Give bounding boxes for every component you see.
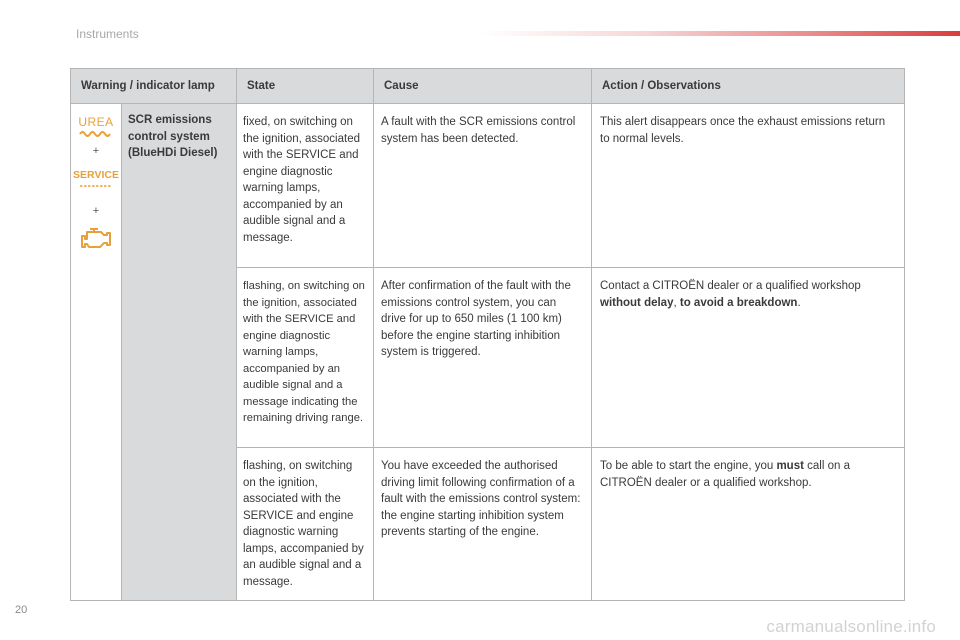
cause-cell: A fault with the SCR emissions control system has been detected. (374, 104, 592, 268)
header-state: State (237, 69, 374, 104)
action-text: Contact a CITROËN dealer or a qualified workshop (600, 280, 861, 292)
state-cell: flashing, on switching on the ignition, associated with the SERVICE and engine diagnostic warning lamps, accompanied by an audible signal and a message indicating the remaining driving range. (237, 268, 374, 448)
table-header-row (71, 69, 905, 104)
action-cell (592, 268, 905, 448)
cause-cell: You have exceeded the authorised driving limit following confirmation of a fault with the emissions control system: the engine starting inhibition system prevents starting of the engine. (374, 448, 592, 601)
action-emphasis: must (776, 460, 804, 472)
state-cell: flashing, on switching on the ignition, associated with the SERVICE and engine diagnostic warning lamps, accompanied by an audible signal and a message. (237, 448, 374, 601)
warning-lamp-table (70, 68, 905, 601)
watermark: carmanualsonline.info (766, 617, 936, 636)
engine-warning-icon (79, 226, 113, 258)
plus-sign-2: + (92, 204, 100, 217)
action-separator: , (673, 296, 680, 309)
action-text-end: call on a CITROËN dealer or a qualified workshop. (600, 460, 850, 489)
action-cell (592, 448, 905, 601)
lamp-icons-cell (71, 104, 122, 601)
header-accent-bar (478, 31, 960, 36)
cause-cell: After confirmation of the fault with the emissions control system, you can drive for up to 650 miles (1 100 km) before the engine starting inhibition system is triggered. (374, 268, 592, 448)
lamp-name-cell: SCR emissions control system (BlueHDi Diesel) (122, 104, 237, 601)
section-title: Instruments (76, 27, 139, 41)
header-cause: Cause (374, 69, 592, 104)
plus-sign-1: + (92, 145, 100, 157)
page-number: 20 (15, 604, 28, 616)
action-text-end: . (797, 296, 801, 309)
action-emphasis: to avoid a breakdown (679, 296, 798, 309)
action-text: To be able to start the engine, you (600, 460, 777, 472)
action-cell: This alert disappears once the exhaust emissions return to normal levels. (592, 104, 905, 268)
service-icon-label: SERVICE (73, 169, 119, 181)
table-row (71, 104, 905, 268)
service-icon (73, 166, 119, 196)
state-cell: fixed, on switching on the ignition, associated with the SERVICE and engine diagnostic warning lamps, accompanied by an audible signal and a message. (237, 104, 374, 268)
urea-label: UREA (78, 115, 114, 129)
header-action: Action / Observations (592, 69, 905, 104)
header-lamp: Warning / indicator lamp (71, 69, 237, 104)
action-emphasis: without delay (600, 296, 674, 309)
urea-icon (78, 116, 114, 136)
